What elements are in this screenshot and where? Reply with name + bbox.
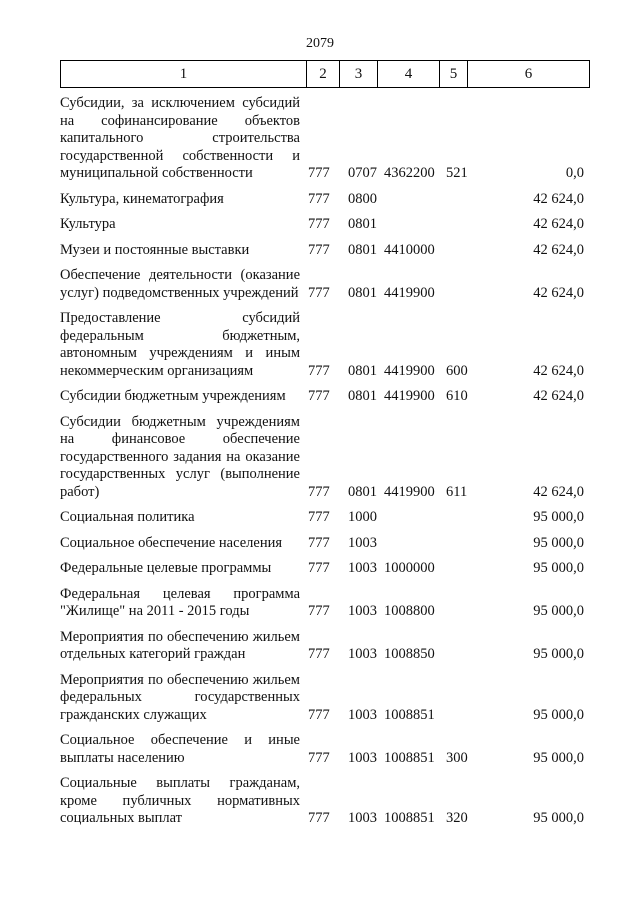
row-col-2: 777 [308, 388, 330, 404]
table-row [0, 586, 640, 621]
row-col-2: 777 [308, 509, 330, 525]
table-row [0, 310, 640, 380]
row-col-3: 0801 [348, 241, 377, 258]
row-col-4: 4362200 [384, 165, 435, 181]
row-description: Мероприятия по обеспечению жильем отдельных категорий граждан [60, 628, 300, 662]
row-col-4: 4419900 [384, 362, 435, 379]
table-body [0, 95, 640, 836]
row-col-2: 777 [308, 706, 330, 723]
table-row [0, 775, 640, 828]
row-col-3: 1003 [348, 646, 377, 662]
row-col-3: 0801 [348, 216, 377, 232]
row-amount: 95 000,0 [533, 749, 584, 766]
row-description: Обеспечение деятельности (оказание услуг) подведомственных учреждений [60, 267, 300, 301]
row-col-2: 777 [308, 362, 330, 379]
row-col-2: 777 [308, 216, 330, 232]
row-col-4: 1008851 [384, 749, 435, 766]
table-row [0, 732, 640, 767]
row-description: Мероприятия по обеспечению жильем федеральных государственных гражданских служащих [60, 671, 300, 723]
row-amount: 42 624,0 [533, 241, 584, 258]
row-description: Культура [60, 216, 116, 232]
row-col-2: 777 [308, 560, 330, 576]
row-description: Социальные выплаты гражданам, кроме публичных нормативных социальных выплат [60, 775, 300, 826]
row-amount: 95 000,0 [533, 646, 584, 662]
table-header [60, 60, 590, 88]
table-row [0, 414, 640, 502]
table-row [0, 95, 640, 183]
table-row [0, 560, 640, 578]
table-row [0, 535, 640, 553]
row-col-2: 777 [308, 483, 330, 500]
row-col-2: 777 [308, 241, 330, 258]
table-row [0, 672, 640, 725]
row-col-3: 1003 [348, 706, 377, 723]
row-description: Федеральная целевая программа "Жилище" на 2011 - 2015 годы [60, 585, 300, 619]
row-col-5: 521 [446, 165, 468, 181]
row-col-5: 610 [446, 388, 468, 404]
row-col-4: 4410000 [384, 241, 435, 258]
page-number: 2079 [306, 36, 334, 51]
table-row [0, 388, 640, 406]
row-col-3: 0801 [348, 388, 377, 404]
row-amount: 42 624,0 [533, 284, 584, 301]
row-col-3: 0801 [348, 362, 377, 379]
table-row [0, 191, 640, 209]
row-col-4: 4419900 [384, 284, 435, 301]
row-col-2: 777 [308, 646, 330, 662]
row-col-3: 0800 [348, 190, 377, 207]
row-amount: 0,0 [565, 165, 584, 181]
row-col-4: 1008800 [384, 603, 435, 619]
row-description: Субсидии, за исключением субсидий на софинансирование объектов капитального строительства государственной собственности и муниципальной собственности [60, 95, 300, 181]
row-description: Субсидии бюджетным учреждениям на финансовое обеспечение государственного задания на оказание государственных услуг (выполнение работ) [60, 413, 300, 500]
row-amount: 95 000,0 [533, 603, 584, 619]
row-col-3: 1000 [348, 509, 377, 525]
row-col-4: 4419900 [384, 483, 435, 500]
row-col-4: 1000000 [384, 560, 435, 576]
row-amount: 42 624,0 [533, 362, 584, 379]
row-col-4: 1008851 [384, 810, 435, 826]
row-col-5: 600 [446, 362, 468, 379]
row-col-5: 300 [446, 749, 468, 766]
row-col-3: 0707 [348, 165, 377, 181]
row-col-2: 777 [308, 165, 330, 181]
row-col-2: 777 [308, 284, 330, 301]
row-amount: 42 624,0 [533, 483, 584, 500]
table-row [0, 242, 640, 260]
row-col-2: 777 [308, 603, 330, 619]
row-amount: 95 000,0 [533, 534, 584, 551]
row-description: Культура, кинематография [60, 190, 224, 207]
row-description: Музеи и постоянные выставки [60, 241, 250, 258]
header-col-3: 3 [340, 61, 378, 87]
row-col-4: 1008851 [384, 706, 435, 723]
row-col-4: 1008850 [384, 646, 435, 662]
row-description: Социальное обеспечение населения [60, 534, 283, 551]
row-amount: 95 000,0 [533, 810, 584, 826]
row-amount: 42 624,0 [533, 216, 584, 232]
row-description: Субсидии бюджетным учреждениям [60, 388, 286, 404]
row-col-5: 611 [446, 483, 468, 500]
table-row [0, 267, 640, 302]
row-description: Социальная политика [60, 509, 195, 525]
table-row [0, 509, 640, 527]
header-col-2: 2 [307, 61, 340, 87]
header-col-1: 1 [61, 61, 307, 87]
row-col-4: 4419900 [384, 388, 435, 404]
row-description: Федеральные целевые программы [60, 560, 272, 576]
row-col-3: 0801 [348, 483, 377, 500]
header-col-4: 4 [378, 61, 440, 87]
row-col-5: 320 [446, 810, 468, 826]
row-amount: 95 000,0 [533, 706, 584, 723]
row-description: Социальное обеспечение и иные выплаты населению [60, 732, 300, 766]
row-col-3: 1003 [348, 749, 377, 766]
table-row [0, 629, 640, 664]
row-col-3: 1003 [348, 810, 377, 826]
row-col-2: 777 [308, 190, 330, 207]
table-row [0, 216, 640, 234]
row-col-3: 1003 [348, 534, 377, 551]
row-amount: 95 000,0 [533, 509, 584, 525]
header-col-6: 6 [524, 66, 533, 82]
row-col-2: 777 [308, 749, 330, 766]
row-col-2: 777 [308, 534, 330, 551]
row-col-3: 0801 [348, 284, 377, 301]
row-col-3: 1003 [348, 603, 377, 619]
row-col-2: 777 [308, 810, 330, 826]
row-amount: 42 624,0 [533, 190, 584, 207]
row-col-3: 1003 [348, 560, 377, 576]
row-amount: 95 000,0 [533, 560, 584, 576]
header-col-5: 5 [440, 61, 468, 87]
row-amount: 42 624,0 [533, 388, 584, 404]
row-description: Предоставление субсидий федеральным бюджетным, автономным учреждениям и иным некоммерческим организациям [60, 310, 300, 379]
